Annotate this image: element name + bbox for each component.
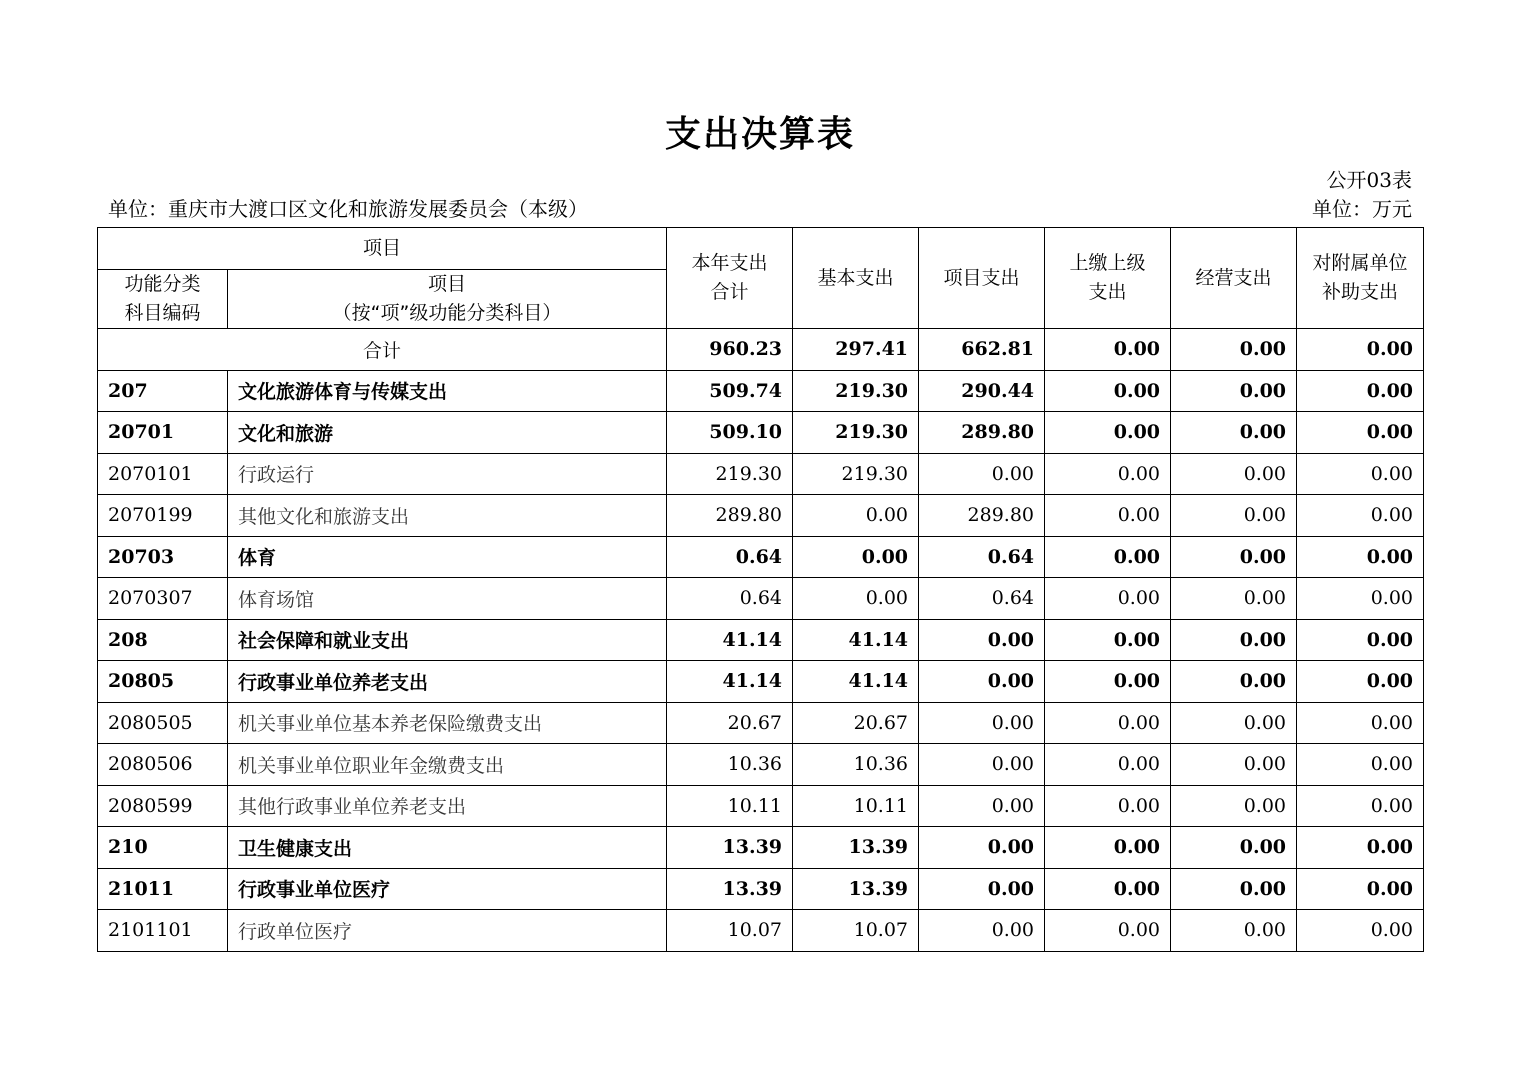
amount-cell: 0.00 [1297,453,1424,495]
table-row [98,744,1424,786]
amount-cell: 0.00 [919,868,1045,910]
table-row [98,785,1424,827]
amount-cell: 0.64 [667,536,793,578]
amount-cell: 0.64 [919,578,1045,620]
subject-name: 体育场馆 [228,578,667,620]
subject-name: 其他行政事业单位养老支出 [228,785,667,827]
subject-code: 2070199 [98,495,228,537]
amount-cell: 13.39 [793,868,919,910]
amount-cell: 509.74 [667,370,793,412]
amount-cell: 0.00 [919,453,1045,495]
amount-cell: 0.00 [1045,536,1171,578]
amount-cell: 219.30 [793,453,919,495]
subject-code: 208 [98,619,228,661]
subject-name: 行政运行 [228,453,667,495]
amount-cell: 0.64 [919,536,1045,578]
amount-cell: 0.00 [1171,661,1297,703]
amount-cell: 290.44 [919,370,1045,412]
table-row [98,578,1424,620]
header-subsidy: 对附属单位 补助支出 [1297,228,1424,329]
amount-cell: 0.00 [919,785,1045,827]
amount-cell: 0.00 [1297,868,1424,910]
amount-cell: 289.80 [919,495,1045,537]
subject-code: 2101101 [98,910,228,952]
amount-cell: 0.00 [1045,661,1171,703]
header-upper: 上缴上级 支出 [1045,228,1171,329]
total-value: 0.00 [1171,329,1297,371]
amount-cell: 41.14 [793,661,919,703]
subject-name: 卫生健康支出 [228,827,667,869]
subject-code: 21011 [98,868,228,910]
table-row [98,536,1424,578]
header-row-top [98,228,1424,270]
organization-unit: 单位：重庆市大渡口区文化和旅游发展委员会（本级） [108,197,588,221]
amount-cell: 0.00 [1171,868,1297,910]
subject-code: 2080506 [98,744,228,786]
amount-cell: 0.00 [1297,495,1424,537]
subject-code: 2080599 [98,785,228,827]
amount-cell: 0.00 [1045,744,1171,786]
amount-cell: 13.39 [667,827,793,869]
amount-cell: 41.14 [667,619,793,661]
subject-name: 文化旅游体育与传媒支出 [228,370,667,412]
amount-cell: 0.00 [1297,785,1424,827]
amount-cell: 0.00 [919,702,1045,744]
amount-cell: 0.00 [1045,910,1171,952]
amount-cell: 10.11 [667,785,793,827]
currency-unit: 单位：万元 [1312,197,1412,221]
subject-code: 210 [98,827,228,869]
amount-cell: 0.00 [1171,702,1297,744]
table-row [98,702,1424,744]
amount-cell: 13.39 [667,868,793,910]
subject-name: 行政单位医疗 [228,910,667,952]
amount-cell: 0.00 [1297,370,1424,412]
amount-cell: 219.30 [667,453,793,495]
amount-cell: 10.07 [793,910,919,952]
amount-cell: 289.80 [667,495,793,537]
amount-cell: 0.00 [793,495,919,537]
amount-cell: 0.00 [1171,370,1297,412]
amount-cell: 0.00 [793,578,919,620]
amount-cell: 20.67 [793,702,919,744]
amount-cell: 0.00 [1171,619,1297,661]
amount-cell: 0.00 [1045,619,1171,661]
header-name: 项目 （按“项”级功能分类科目） [228,270,667,329]
amount-cell: 289.80 [919,412,1045,454]
total-value: 297.41 [793,329,919,371]
amount-cell: 0.00 [1297,661,1424,703]
amount-cell: 0.00 [1045,453,1171,495]
amount-cell: 0.00 [1171,412,1297,454]
amount-cell: 0.00 [1297,744,1424,786]
total-value: 960.23 [667,329,793,371]
amount-cell: 0.00 [1045,827,1171,869]
table-row [98,868,1424,910]
subject-name: 行政事业单位医疗 [228,868,667,910]
subject-name: 机关事业单位基本养老保险缴费支出 [228,702,667,744]
amount-cell: 13.39 [793,827,919,869]
amount-cell: 0.00 [1171,578,1297,620]
amount-cell: 0.00 [793,536,919,578]
subject-code: 20805 [98,661,228,703]
header-total: 本年支出 合计 [667,228,793,329]
amount-cell: 0.00 [1045,868,1171,910]
amount-cell: 10.11 [793,785,919,827]
amount-cell: 0.00 [1171,910,1297,952]
expenditure-table [97,227,1424,952]
amount-cell: 0.00 [1297,827,1424,869]
subject-name: 其他文化和旅游支出 [228,495,667,537]
amount-cell: 0.00 [1045,702,1171,744]
subject-name: 体育 [228,536,667,578]
amount-cell: 41.14 [793,619,919,661]
amount-cell: 0.00 [1171,495,1297,537]
amount-cell: 0.00 [1297,910,1424,952]
amount-cell: 0.00 [1297,619,1424,661]
subject-code: 20703 [98,536,228,578]
subject-code: 2070101 [98,453,228,495]
amount-cell: 0.00 [1171,744,1297,786]
page-title: 支出决算表 [664,114,855,155]
amount-cell: 0.00 [919,910,1045,952]
amount-cell: 0.00 [1297,702,1424,744]
amount-cell: 10.07 [667,910,793,952]
amount-cell: 0.00 [1297,578,1424,620]
total-value: 0.00 [1297,329,1424,371]
amount-cell: 0.00 [1171,785,1297,827]
table-row [98,827,1424,869]
header-item-group: 项目 [98,228,667,270]
subject-name: 社会保障和就业支出 [228,619,667,661]
table-row [98,619,1424,661]
subject-code: 2080505 [98,702,228,744]
amount-cell: 20.67 [667,702,793,744]
header-basic: 基本支出 [793,228,919,329]
total-value: 0.00 [1045,329,1171,371]
amount-cell: 0.00 [1297,536,1424,578]
table-row [98,453,1424,495]
table-row [98,495,1424,537]
amount-cell: 0.00 [1045,785,1171,827]
amount-cell: 0.00 [919,827,1045,869]
amount-cell: 0.00 [1045,412,1171,454]
amount-cell: 219.30 [793,412,919,454]
table-row [98,370,1424,412]
subject-name: 行政事业单位养老支出 [228,661,667,703]
table-row [98,910,1424,952]
amount-cell: 41.14 [667,661,793,703]
amount-cell: 0.00 [1045,578,1171,620]
form-number: 公开03表 [1326,168,1412,192]
amount-cell: 0.00 [919,619,1045,661]
amount-cell: 10.36 [667,744,793,786]
subject-name: 文化和旅游 [228,412,667,454]
amount-cell: 0.00 [1171,827,1297,869]
table-row [98,661,1424,703]
subject-name: 机关事业单位职业年金缴费支出 [228,744,667,786]
amount-cell: 0.00 [1297,412,1424,454]
amount-cell: 10.36 [793,744,919,786]
header-project: 项目支出 [919,228,1045,329]
header-code: 功能分类 科目编码 [98,270,228,329]
amount-cell: 0.00 [1045,370,1171,412]
amount-cell: 0.00 [919,744,1045,786]
total-row [98,329,1424,371]
amount-cell: 0.00 [919,661,1045,703]
header-business: 经营支出 [1171,228,1297,329]
subject-code: 207 [98,370,228,412]
subject-code: 20701 [98,412,228,454]
total-label: 合计 [98,329,667,371]
amount-cell: 219.30 [793,370,919,412]
table-row [98,412,1424,454]
subject-code: 2070307 [98,578,228,620]
amount-cell: 0.00 [1171,453,1297,495]
amount-cell: 509.10 [667,412,793,454]
amount-cell: 0.00 [1171,536,1297,578]
amount-cell: 0.64 [667,578,793,620]
amount-cell: 0.00 [1045,495,1171,537]
total-value: 662.81 [919,329,1045,371]
